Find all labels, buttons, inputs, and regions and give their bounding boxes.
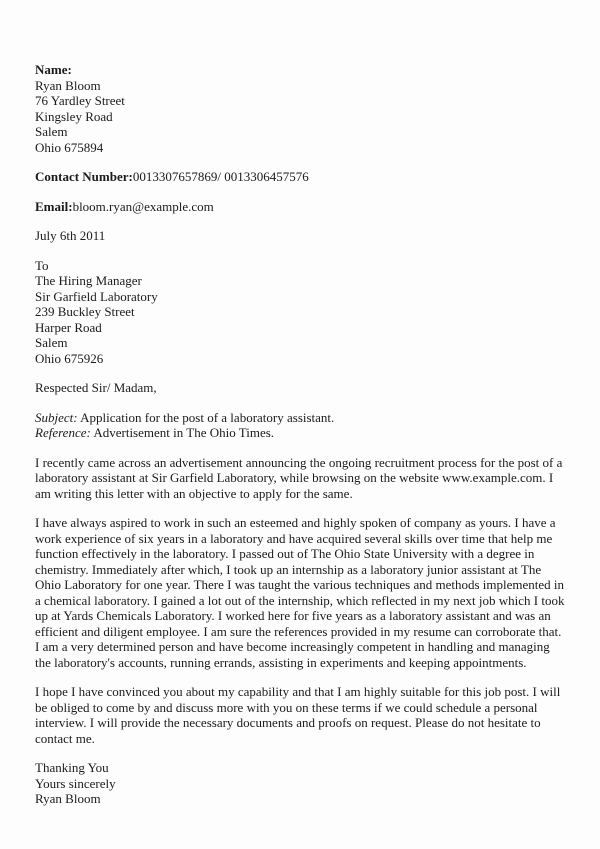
sender-name-label-line: [35, 62, 568, 78]
sender-street: 76 Yardley Street: [35, 93, 125, 108]
salutation-line: [35, 380, 568, 396]
subject-text: Application for the post of a laboratory assistant.: [77, 409, 335, 425]
body-paragraph-1: I recently came across an advertisement announcing the ongoing recruitment process for the post of a laboratory assistant at Sir Garfield Laboratory, while browsing on the website www.example.com. I am writing this letter with an objective to apply for the same.: [35, 454, 563, 501]
reference-line: [35, 425, 568, 441]
salutation: Respected Sir/ Madam,: [35, 380, 157, 395]
sender-block: [35, 62, 568, 155]
contact-number-value: 0013307657869/ 0013306457576: [132, 169, 309, 184]
recipient-block: [35, 258, 568, 367]
closing-thanks: Thanking You: [35, 760, 109, 775]
email-line: [35, 199, 568, 215]
recipient-state-zip: Ohio 675926: [35, 350, 104, 366]
subject-label: Subject:: [35, 409, 78, 425]
recipient-company: Sir Garfield Laboratory: [35, 288, 158, 304]
signature-name: Ryan Bloom: [35, 791, 101, 806]
sender-city: Salem: [35, 124, 68, 139]
closing-block: [35, 760, 568, 807]
subject-line: [35, 410, 568, 426]
sender-state-zip: Ohio 675894: [35, 139, 104, 155]
body-paragraph-2: I have always aspired to work in such an esteemed and highly spoken of company as yours. I have a work experience of six years in a laboratory and have acquired several skills over time that help me function effectively in the laboratory. I passed out of The Ohio State University with a degree in chemistry. Immediately after which, I took up an internship as a laboratory junior assistant at The Ohio Laboratory for one year. There I was taught the various techniques and methods implemented in a chemical laboratory. I gained a lot out of the internship, which reflected in my next job which I took up at Yards Chemicals Laboratory. I worked here for five years as a laboratory assistant and was an efficient and diligent employee. I am sure the references provided in my resume can corroborate that. I am a very determined person and have become increasingly competent in handling and managing the laboratory's accounts, running errands, assisting in experiments and keeping appointments.: [35, 515, 565, 670]
recipient-city: Salem: [35, 335, 68, 350]
closing-sincerely: Yours sincerely: [35, 775, 116, 791]
email-value: bloom.ryan@example.com: [72, 198, 214, 214]
name-label: Name:: [35, 62, 72, 77]
letter-date: July 6th 2011: [35, 228, 106, 243]
sender-name: Ryan Bloom: [35, 77, 101, 93]
date-line: [35, 228, 568, 244]
subject-reference-block: [35, 410, 568, 441]
recipient-title: The Hiring Manager: [35, 273, 142, 288]
recipient-road: Harper Road: [35, 319, 102, 335]
reference-label: Reference:: [35, 425, 91, 440]
recipient-to: To: [35, 257, 49, 273]
body-paragraph-3: I hope I have convinced you about my capability and that I am highly suitable for this job post. I will be obliged to come by and discuss more with you on these terms if we could schedule a personal interview. I will provide the necessary documents and proofs on request. Please do not hesitate to contact me.: [35, 684, 561, 746]
email-label: Email:: [35, 198, 73, 214]
sender-road: Kingsley Road: [35, 108, 113, 124]
contact-number-label: Contact Number:: [35, 169, 133, 184]
recipient-street: 239 Buckley Street: [35, 304, 135, 319]
contact-number-line: [35, 169, 568, 185]
reference-text: Advertisement in The Ohio Times.: [90, 425, 275, 440]
